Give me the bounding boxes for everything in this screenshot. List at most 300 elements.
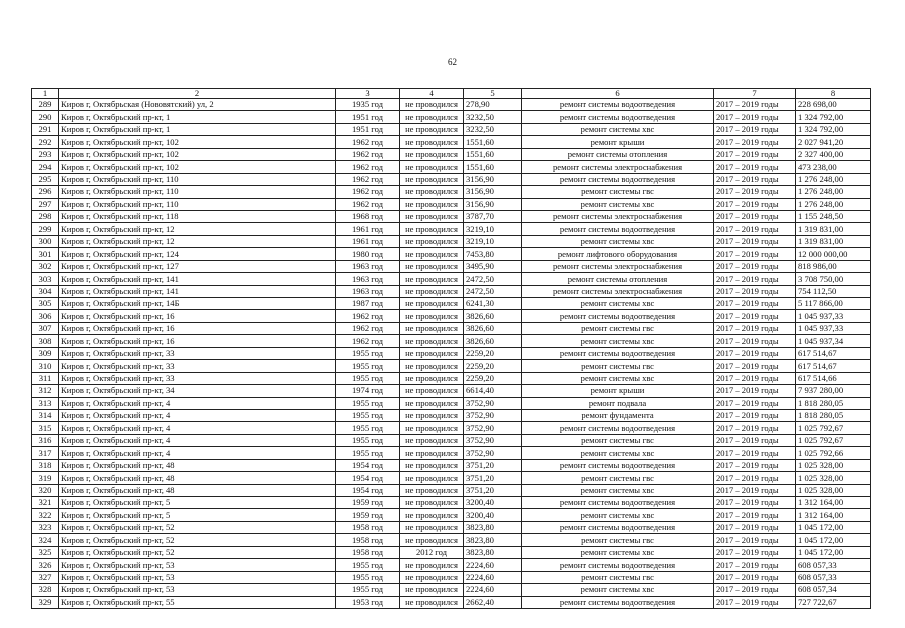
table-row — [32, 347, 871, 359]
table-header — [32, 89, 871, 99]
address-cell: Киров г, Октябрьский пр-кт, 4 — [59, 397, 336, 409]
repair-cost-cell: 1 276 248,00 — [796, 198, 871, 210]
total-area-cell: 2224,60 — [464, 559, 522, 571]
total-area-cell: 3787,70 — [464, 210, 522, 222]
repair-cost-cell: 2 327 400,00 — [796, 148, 871, 160]
last-repair-year-cell: не проводился — [400, 584, 464, 596]
repair-work-type-cell: ремонт системы хвс — [522, 198, 714, 210]
table-row — [32, 546, 871, 558]
column-header: 3 — [336, 89, 400, 99]
row-number-cell: 294 — [32, 161, 59, 173]
last-repair-year-cell: не проводился — [400, 198, 464, 210]
total-area-cell: 2472,50 — [464, 273, 522, 285]
build-year-cell: 1955 год — [336, 372, 400, 384]
last-repair-year-cell: не проводился — [400, 310, 464, 322]
last-repair-year-cell: не проводился — [400, 260, 464, 272]
row-number-cell: 313 — [32, 397, 59, 409]
build-year-cell: 1963 год — [336, 273, 400, 285]
total-area-cell: 3752,90 — [464, 409, 522, 421]
row-number-cell: 316 — [32, 434, 59, 446]
address-cell: Киров г, Октябрьский пр-кт, 33 — [59, 360, 336, 372]
address-cell: Киров г, Октябрьский пр-кт, 16 — [59, 322, 336, 334]
last-repair-year-cell: не проводился — [400, 484, 464, 496]
address-cell: Киров г, Октябрьский пр-кт, 141 — [59, 285, 336, 297]
build-year-cell: 1962 год — [336, 310, 400, 322]
address-cell: Киров г, Октябрьский пр-кт, 14Б — [59, 298, 336, 310]
repair-work-type-cell: ремонт системы отопления — [522, 148, 714, 160]
build-year-cell: 1987 год — [336, 298, 400, 310]
total-area-cell: 3752,90 — [464, 447, 522, 459]
address-cell: Киров г, Октябрьский пр-кт, 12 — [59, 223, 336, 235]
total-area-cell: 3156,90 — [464, 173, 522, 185]
repair-period-cell: 2017 – 2019 годы — [714, 99, 796, 111]
repair-work-type-cell: ремонт системы водоотведения — [522, 347, 714, 359]
build-year-cell: 1955 год — [336, 434, 400, 446]
total-area-cell: 6241,30 — [464, 298, 522, 310]
repair-cost-cell: 1 276 248,00 — [796, 173, 871, 185]
row-number-cell: 308 — [32, 335, 59, 347]
build-year-cell: 1954 год — [336, 459, 400, 471]
row-number-cell: 293 — [32, 148, 59, 160]
row-number-cell: 306 — [32, 310, 59, 322]
row-number-cell: 310 — [32, 360, 59, 372]
build-year-cell: 1955 год — [336, 571, 400, 583]
repair-cost-cell: 1 319 831,00 — [796, 235, 871, 247]
repair-cost-cell: 1 818 280,05 — [796, 397, 871, 409]
total-area-cell: 3826,60 — [464, 335, 522, 347]
repair-cost-cell: 7 937 280,00 — [796, 385, 871, 397]
build-year-cell: 1961 год — [336, 223, 400, 235]
table-row — [32, 559, 871, 571]
repair-cost-cell: 1 045 937,33 — [796, 322, 871, 334]
table-row — [32, 385, 871, 397]
address-cell: Киров г, Октябрьский пр-кт, 1 — [59, 111, 336, 123]
repair-cost-cell: 608 057,33 — [796, 559, 871, 571]
build-year-cell: 1959 год — [336, 497, 400, 509]
row-number-cell: 301 — [32, 248, 59, 260]
repair-cost-cell: 1 818 280,05 — [796, 409, 871, 421]
total-area-cell: 2224,60 — [464, 584, 522, 596]
build-year-cell: 1951 год — [336, 111, 400, 123]
last-repair-year-cell: не проводился — [400, 123, 464, 135]
build-year-cell: 1955 год — [336, 360, 400, 372]
table-row — [32, 111, 871, 123]
total-area-cell: 3751,20 — [464, 459, 522, 471]
repair-cost-cell: 228 698,00 — [796, 99, 871, 111]
last-repair-year-cell: не проводился — [400, 397, 464, 409]
address-cell: Киров г, Октябрьский пр-кт, 16 — [59, 335, 336, 347]
table-row — [32, 161, 871, 173]
total-area-cell: 3219,10 — [464, 223, 522, 235]
repair-period-cell: 2017 – 2019 годы — [714, 322, 796, 334]
build-year-cell: 1955 год — [336, 397, 400, 409]
repair-cost-cell: 1 025 328,00 — [796, 472, 871, 484]
repair-cost-cell: 1 045 937,33 — [796, 310, 871, 322]
total-area-cell: 3156,90 — [464, 186, 522, 198]
repair-cost-cell: 1 045 172,00 — [796, 534, 871, 546]
address-cell: Киров г, Октябрьский пр-кт, 102 — [59, 148, 336, 160]
address-cell: Киров г, Октябрьский пр-кт, 48 — [59, 459, 336, 471]
repair-period-cell: 2017 – 2019 годы — [714, 248, 796, 260]
row-number-cell: 289 — [32, 99, 59, 111]
total-area-cell: 1551,60 — [464, 161, 522, 173]
repair-period-cell: 2017 – 2019 годы — [714, 136, 796, 148]
table-row — [32, 310, 871, 322]
total-area-cell: 3823,80 — [464, 534, 522, 546]
row-number-cell: 304 — [32, 285, 59, 297]
repair-period-cell: 2017 – 2019 годы — [714, 484, 796, 496]
repair-work-type-cell: ремонт системы гвс — [522, 472, 714, 484]
build-year-cell: 1961 год — [336, 235, 400, 247]
last-repair-year-cell: не проводился — [400, 596, 464, 608]
repair-period-cell: 2017 – 2019 годы — [714, 534, 796, 546]
repair-work-type-cell: ремонт системы хвс — [522, 484, 714, 496]
row-number-cell: 297 — [32, 198, 59, 210]
last-repair-year-cell: 2012 год — [400, 546, 464, 558]
total-area-cell: 2224,60 — [464, 571, 522, 583]
repair-work-type-cell: ремонт системы гвс — [522, 360, 714, 372]
last-repair-year-cell: не проводился — [400, 298, 464, 310]
total-area-cell: 2662,40 — [464, 596, 522, 608]
table-row — [32, 136, 871, 148]
row-number-cell: 329 — [32, 596, 59, 608]
table-row — [32, 447, 871, 459]
address-cell: Киров г, Октябрьский пр-кт, 127 — [59, 260, 336, 272]
last-repair-year-cell: не проводился — [400, 136, 464, 148]
table-row — [32, 148, 871, 160]
total-area-cell: 3826,60 — [464, 310, 522, 322]
total-area-cell: 3219,10 — [464, 235, 522, 247]
table-row — [32, 285, 871, 297]
repair-work-type-cell: ремонт фундамента — [522, 409, 714, 421]
total-area-cell: 3232,50 — [464, 123, 522, 135]
address-cell: Киров г, Октябрьский пр-кт, 110 — [59, 173, 336, 185]
total-area-cell: 3752,90 — [464, 397, 522, 409]
last-repair-year-cell: не проводился — [400, 322, 464, 334]
last-repair-year-cell: не проводился — [400, 210, 464, 222]
repair-cost-cell: 617 514,66 — [796, 372, 871, 384]
repair-cost-cell: 1 324 792,00 — [796, 111, 871, 123]
repair-work-type-cell: ремонт крыши — [522, 385, 714, 397]
last-repair-year-cell: не проводился — [400, 434, 464, 446]
table-body — [32, 99, 871, 609]
row-number-cell: 322 — [32, 509, 59, 521]
build-year-cell: 1951 год — [336, 123, 400, 135]
last-repair-year-cell: не проводился — [400, 335, 464, 347]
row-number-cell: 320 — [32, 484, 59, 496]
repair-work-type-cell: ремонт системы хвс — [522, 372, 714, 384]
repair-period-cell: 2017 – 2019 годы — [714, 223, 796, 235]
repair-period-cell: 2017 – 2019 годы — [714, 559, 796, 571]
row-number-cell: 296 — [32, 186, 59, 198]
row-number-cell: 315 — [32, 422, 59, 434]
address-cell: Киров г, Октябрьский пр-кт, 33 — [59, 372, 336, 384]
build-year-cell: 1959 год — [336, 509, 400, 521]
address-cell: Киров г, Октябрьский пр-кт, 110 — [59, 186, 336, 198]
last-repair-year-cell: не проводился — [400, 360, 464, 372]
repair-cost-cell: 608 057,34 — [796, 584, 871, 596]
build-year-cell: 1962 год — [336, 322, 400, 334]
repair-period-cell: 2017 – 2019 годы — [714, 298, 796, 310]
repair-work-type-cell: ремонт системы отопления — [522, 273, 714, 285]
repair-work-type-cell: ремонт системы водоотведения — [522, 223, 714, 235]
repair-period-cell: 2017 – 2019 годы — [714, 409, 796, 421]
repair-work-type-cell: ремонт системы гвс — [522, 434, 714, 446]
row-number-cell: 291 — [32, 123, 59, 135]
repair-period-cell: 2017 – 2019 годы — [714, 198, 796, 210]
table-row — [32, 534, 871, 546]
row-number-cell: 319 — [32, 472, 59, 484]
repair-work-type-cell: ремонт системы гвс — [522, 571, 714, 583]
table-row — [32, 422, 871, 434]
last-repair-year-cell: не проводился — [400, 422, 464, 434]
repair-work-type-cell: ремонт системы хвс — [522, 584, 714, 596]
table-row — [32, 99, 871, 111]
column-header: 7 — [714, 89, 796, 99]
repair-period-cell: 2017 – 2019 годы — [714, 335, 796, 347]
repair-work-type-cell: ремонт системы электроснабжения — [522, 161, 714, 173]
address-cell: Киров г, Октябрьский пр-кт, 52 — [59, 546, 336, 558]
last-repair-year-cell: не проводился — [400, 99, 464, 111]
build-year-cell: 1962 год — [336, 148, 400, 160]
repair-cost-cell: 3 708 750,00 — [796, 273, 871, 285]
repair-cost-cell: 5 117 866,00 — [796, 298, 871, 310]
repair-work-type-cell: ремонт подвала — [522, 397, 714, 409]
build-year-cell: 1963 год — [336, 260, 400, 272]
last-repair-year-cell: не проводился — [400, 571, 464, 583]
build-year-cell: 1962 год — [336, 136, 400, 148]
total-area-cell: 3752,90 — [464, 434, 522, 446]
address-cell: Киров г, Октябрьский пр-кт, 4 — [59, 409, 336, 421]
page-number: 62 — [448, 57, 457, 67]
repair-work-type-cell: ремонт системы водоотведения — [522, 422, 714, 434]
repair-cost-cell: 1 045 172,00 — [796, 521, 871, 533]
row-number-cell: 317 — [32, 447, 59, 459]
address-cell: Киров г, Октябрьский пр-кт, 33 — [59, 347, 336, 359]
table-row — [32, 173, 871, 185]
total-area-cell: 3232,50 — [464, 111, 522, 123]
row-number-cell: 299 — [32, 223, 59, 235]
table-row — [32, 186, 871, 198]
repair-period-cell: 2017 – 2019 годы — [714, 472, 796, 484]
repair-cost-cell: 727 722,67 — [796, 596, 871, 608]
total-area-cell: 2259,20 — [464, 347, 522, 359]
last-repair-year-cell: не проводился — [400, 459, 464, 471]
table-row — [32, 123, 871, 135]
repair-cost-cell: 1 319 831,00 — [796, 223, 871, 235]
last-repair-year-cell: не проводился — [400, 472, 464, 484]
row-number-cell: 311 — [32, 372, 59, 384]
build-year-cell: 1962 год — [336, 186, 400, 198]
table-row — [32, 298, 871, 310]
total-area-cell: 3751,20 — [464, 484, 522, 496]
address-cell: Киров г, Октябрьский пр-кт, 52 — [59, 534, 336, 546]
total-area-cell: 3826,60 — [464, 322, 522, 334]
repair-cost-cell: 1 045 937,34 — [796, 335, 871, 347]
repair-cost-cell: 2 027 941,20 — [796, 136, 871, 148]
repair-cost-cell: 1 155 248,50 — [796, 210, 871, 222]
address-cell: Киров г, Октябрьский пр-кт, 4 — [59, 434, 336, 446]
table-row — [32, 335, 871, 347]
table-row — [32, 198, 871, 210]
repair-period-cell: 2017 – 2019 годы — [714, 584, 796, 596]
table-row — [32, 484, 871, 496]
table-row — [32, 409, 871, 421]
row-number-cell: 305 — [32, 298, 59, 310]
build-year-cell: 1955 год — [336, 347, 400, 359]
address-cell: Киров г, Октябрьский пр-кт, 48 — [59, 484, 336, 496]
row-number-cell: 302 — [32, 260, 59, 272]
last-repair-year-cell: не проводился — [400, 173, 464, 185]
address-cell: Киров г, Октябрьский пр-кт, 53 — [59, 571, 336, 583]
repair-work-type-cell: ремонт системы хвс — [522, 509, 714, 521]
last-repair-year-cell: не проводился — [400, 273, 464, 285]
repair-work-type-cell: ремонт системы водоотведения — [522, 596, 714, 608]
repair-work-type-cell: ремонт системы водоотведения — [522, 173, 714, 185]
repair-cost-cell: 12 000 000,00 — [796, 248, 871, 260]
last-repair-year-cell: не проводился — [400, 447, 464, 459]
build-year-cell: 1955 год — [336, 559, 400, 571]
repair-work-type-cell: ремонт системы водоотведения — [522, 559, 714, 571]
repair-period-cell: 2017 – 2019 годы — [714, 273, 796, 285]
last-repair-year-cell: не проводился — [400, 111, 464, 123]
last-repair-year-cell: не проводился — [400, 559, 464, 571]
row-number-cell: 324 — [32, 534, 59, 546]
address-cell: Киров г, Октябрьский пр-кт, 12 — [59, 235, 336, 247]
repair-cost-cell: 1 045 172,00 — [796, 546, 871, 558]
address-cell: Киров г, Октябрьский пр-кт, 55 — [59, 596, 336, 608]
table-row — [32, 584, 871, 596]
build-year-cell: 1954 год — [336, 472, 400, 484]
repair-period-cell: 2017 – 2019 годы — [714, 161, 796, 173]
table-row — [32, 434, 871, 446]
table-row — [32, 223, 871, 235]
repair-cost-cell: 1 025 792,67 — [796, 434, 871, 446]
repair-period-cell: 2017 – 2019 годы — [714, 347, 796, 359]
repair-period-cell: 2017 – 2019 годы — [714, 111, 796, 123]
repair-period-cell: 2017 – 2019 годы — [714, 123, 796, 135]
repair-work-type-cell: ремонт системы хвс — [522, 335, 714, 347]
repair-work-type-cell: ремонт системы гвс — [522, 322, 714, 334]
last-repair-year-cell: не проводился — [400, 521, 464, 533]
table-row — [32, 509, 871, 521]
build-year-cell: 1955 год — [336, 409, 400, 421]
repair-cost-cell: 754 112,50 — [796, 285, 871, 297]
repair-period-cell: 2017 – 2019 годы — [714, 596, 796, 608]
repair-period-cell: 2017 – 2019 годы — [714, 509, 796, 521]
address-cell: Киров г, Октябрьский пр-кт, 16 — [59, 310, 336, 322]
build-year-cell: 1953 год — [336, 596, 400, 608]
repair-registry-table — [31, 88, 871, 609]
total-area-cell: 1551,60 — [464, 136, 522, 148]
address-cell: Киров г, Октябрьский пр-кт, 34 — [59, 385, 336, 397]
last-repair-year-cell: не проводился — [400, 385, 464, 397]
repair-period-cell: 2017 – 2019 годы — [714, 571, 796, 583]
table-row — [32, 210, 871, 222]
repair-work-type-cell: ремонт системы электроснабжения — [522, 260, 714, 272]
repair-period-cell: 2017 – 2019 годы — [714, 372, 796, 384]
repair-period-cell: 2017 – 2019 годы — [714, 310, 796, 322]
total-area-cell: 2259,20 — [464, 372, 522, 384]
total-area-cell: 2472,50 — [464, 285, 522, 297]
table-row — [32, 472, 871, 484]
last-repair-year-cell: не проводился — [400, 223, 464, 235]
table-row — [32, 235, 871, 247]
total-area-cell: 7453,80 — [464, 248, 522, 260]
repair-period-cell: 2017 – 2019 годы — [714, 447, 796, 459]
repair-period-cell: 2017 – 2019 годы — [714, 459, 796, 471]
build-year-cell: 1958 год — [336, 546, 400, 558]
repair-work-type-cell: ремонт системы хвс — [522, 447, 714, 459]
column-header: 5 — [464, 89, 522, 99]
repair-work-type-cell: ремонт лифтового оборудования — [522, 248, 714, 260]
table-row — [32, 397, 871, 409]
table-row — [32, 459, 871, 471]
total-area-cell: 3156,90 — [464, 198, 522, 210]
total-area-cell: 3823,80 — [464, 546, 522, 558]
last-repair-year-cell: не проводился — [400, 186, 464, 198]
last-repair-year-cell: не проводился — [400, 347, 464, 359]
address-cell: Киров г, Октябрьский пр-кт, 52 — [59, 521, 336, 533]
address-cell: Киров г, Октябрьский пр-кт, 124 — [59, 248, 336, 260]
repair-work-type-cell: ремонт системы электроснабжения — [522, 210, 714, 222]
build-year-cell: 1955 год — [336, 584, 400, 596]
address-cell: Киров г, Октябрьский пр-кт, 102 — [59, 136, 336, 148]
repair-period-cell: 2017 – 2019 годы — [714, 210, 796, 222]
repair-cost-cell: 1 025 792,66 — [796, 447, 871, 459]
last-repair-year-cell: не проводился — [400, 497, 464, 509]
build-year-cell: 1958 год — [336, 534, 400, 546]
build-year-cell: 1955 год — [336, 422, 400, 434]
table-row — [32, 248, 871, 260]
column-header: 4 — [400, 89, 464, 99]
repair-cost-cell: 1 324 792,00 — [796, 123, 871, 135]
total-area-cell: 6614,40 — [464, 385, 522, 397]
repair-period-cell: 2017 – 2019 годы — [714, 521, 796, 533]
build-year-cell: 1962 год — [336, 161, 400, 173]
last-repair-year-cell: не проводился — [400, 409, 464, 421]
repair-cost-cell: 617 514,67 — [796, 347, 871, 359]
address-cell: Киров г, Октябрьский пр-кт, 118 — [59, 210, 336, 222]
total-area-cell: 2259,20 — [464, 360, 522, 372]
build-year-cell: 1962 год — [336, 198, 400, 210]
repair-period-cell: 2017 – 2019 годы — [714, 148, 796, 160]
total-area-cell: 3495,90 — [464, 260, 522, 272]
table-row — [32, 360, 871, 372]
column-header: 1 — [32, 89, 59, 99]
last-repair-year-cell: не проводился — [400, 372, 464, 384]
last-repair-year-cell: не проводился — [400, 285, 464, 297]
build-year-cell: 1935 год — [336, 99, 400, 111]
last-repair-year-cell: не проводился — [400, 509, 464, 521]
address-cell: Киров г, Октябрьский пр-кт, 53 — [59, 559, 336, 571]
row-number-cell: 292 — [32, 136, 59, 148]
repair-cost-cell: 1 312 164,00 — [796, 497, 871, 509]
row-number-cell: 326 — [32, 559, 59, 571]
column-header: 6 — [522, 89, 714, 99]
build-year-cell: 1955 год — [336, 447, 400, 459]
repair-cost-cell: 1 276 248,00 — [796, 186, 871, 198]
repair-work-type-cell: ремонт системы водоотведения — [522, 521, 714, 533]
address-cell: Киров г, Октябрьский пр-кт, 4 — [59, 447, 336, 459]
repair-period-cell: 2017 – 2019 годы — [714, 285, 796, 297]
row-number-cell: 323 — [32, 521, 59, 533]
build-year-cell: 1980 год — [336, 248, 400, 260]
repair-work-type-cell: ремонт системы хвс — [522, 298, 714, 310]
row-number-cell: 309 — [32, 347, 59, 359]
column-header: 8 — [796, 89, 871, 99]
row-number-cell: 328 — [32, 584, 59, 596]
